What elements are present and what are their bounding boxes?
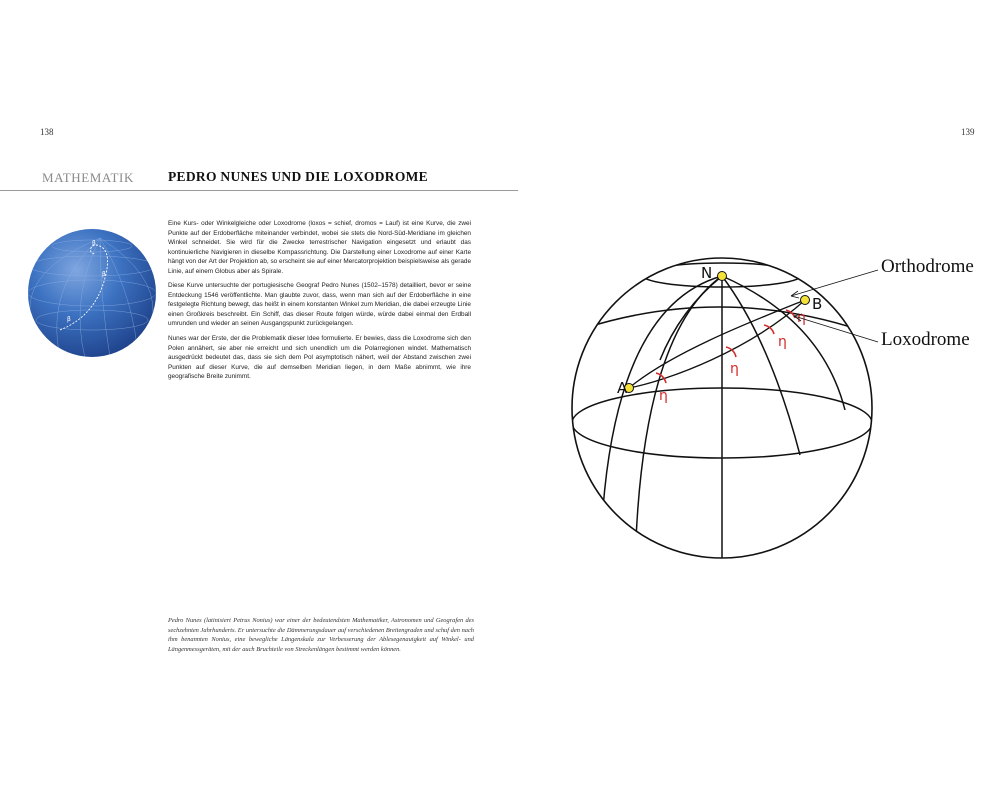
body-text (168, 219, 471, 387)
point-north-pole (718, 272, 727, 281)
beta-label: β (67, 316, 71, 323)
page-number-right: 139 (961, 127, 975, 137)
caption: Pedro Nunes (latinisiert Petrus Nonius) war einer der bedeutendsten Mathematiker, Astronomen und Geografen des sechzehnten Jahrhunderts. Er untersuchte die Dämmerungsdauer auf verschiedenen Breitengraden und schuf den nach ihm benannten Nonius, eine bewegliche Längenskala zur Verbesserung der Ablesegenauigkeit auf Winkel- und Längenmessgeräten, mit der auch Bruchteile von Streckenlängen bestimmt werden können. (168, 617, 474, 653)
page-header (0, 166, 518, 191)
globe-sphere (28, 229, 156, 357)
paragraph: Nunes war der Erste, der die Problematik dieser Idee formulierte. Er bewies, dass die Loxodrome sich den Polen annähert, sie aber nie erreicht und sich unendlich um die Polarregionen windet. Mathematisch ausgedrückt bedeutet das, dass sie sich dem Pol asymptotisch nähert, weil der Abstand zwischen zwei Punkten auf dieser Kurve, die auf demselben Meridian liegen, in dem Maße abnimmt, wie ihre geografische Breite zunimmt. (168, 335, 471, 381)
section-label: MATHEMATIK (42, 170, 134, 185)
meridian (600, 276, 722, 570)
paragraph: Eine Kurs- oder Winkelgleiche oder Loxodrome (loxos = schief, dromos = Lauf) ist eine Kurve, die zwei Punkte auf der Erdoberfläche miteinander verbindet, wobei sie stets die Nord-Süd-Meridiane im gleichen Winkel schneidet. Sie wird für die Zwecke terrestrischer Navigation eingesetzt und erlaubt das kontinuierliche Navigieren in dieselbe Kompassrichtung. Die Darstellung einer Loxodrome auf einer Karte hängt von der Art der Projektion ab, so erscheint sie auf einer Mercatorprojektion beispielsweise als gerade Linie, auf einem Globus aber als Spirale. (168, 220, 471, 275)
north-label: N (701, 264, 713, 282)
loxodrome-label: Loxodrome (881, 329, 970, 350)
page-number-left: 138 (40, 127, 54, 137)
angle-arc (656, 373, 666, 383)
loxodrome-diagram (560, 240, 990, 570)
eta-label: η (778, 334, 787, 350)
a-label: A (617, 379, 628, 397)
orthodrome-label: Orthodrome (881, 256, 974, 277)
beta-label: β (102, 271, 106, 278)
point-b (801, 296, 810, 305)
meridian (635, 276, 722, 570)
meridians-and-parallels (572, 263, 872, 570)
label-pointers (791, 270, 878, 342)
eta-label: η (797, 310, 806, 326)
b-label: B (812, 295, 823, 313)
eta-label: η (659, 388, 668, 404)
loxodrome-pointer (794, 316, 878, 342)
small-globe-illustration (25, 218, 160, 373)
paragraph: Diese Kurve untersuchte der portugiesische Geograf Pedro Nunes (1502–1578) detailliert, bevor er seine Entdeckung 1546 veröffentlichte. Man glaubte zuvor, dass, wenn man sich auf der Erdoberfläche in eine festgelegte Richtung bewegt, das heißt in einem konstanten Winkel zum Meridian, die dabei erzeugte Linie einen Großkreis beschreibt. Ein Schiff, das dieser Route folgen würde, würde dabei einmal den Erdball umrunden und wieder an seinen Ausgangspunkt zurückgelangen. (168, 282, 471, 328)
eta-label: η (730, 361, 739, 377)
meridian (660, 276, 722, 360)
page-title: PEDRO NUNES UND DIE LOXODROME (168, 169, 428, 184)
beta-label: β (92, 240, 96, 247)
